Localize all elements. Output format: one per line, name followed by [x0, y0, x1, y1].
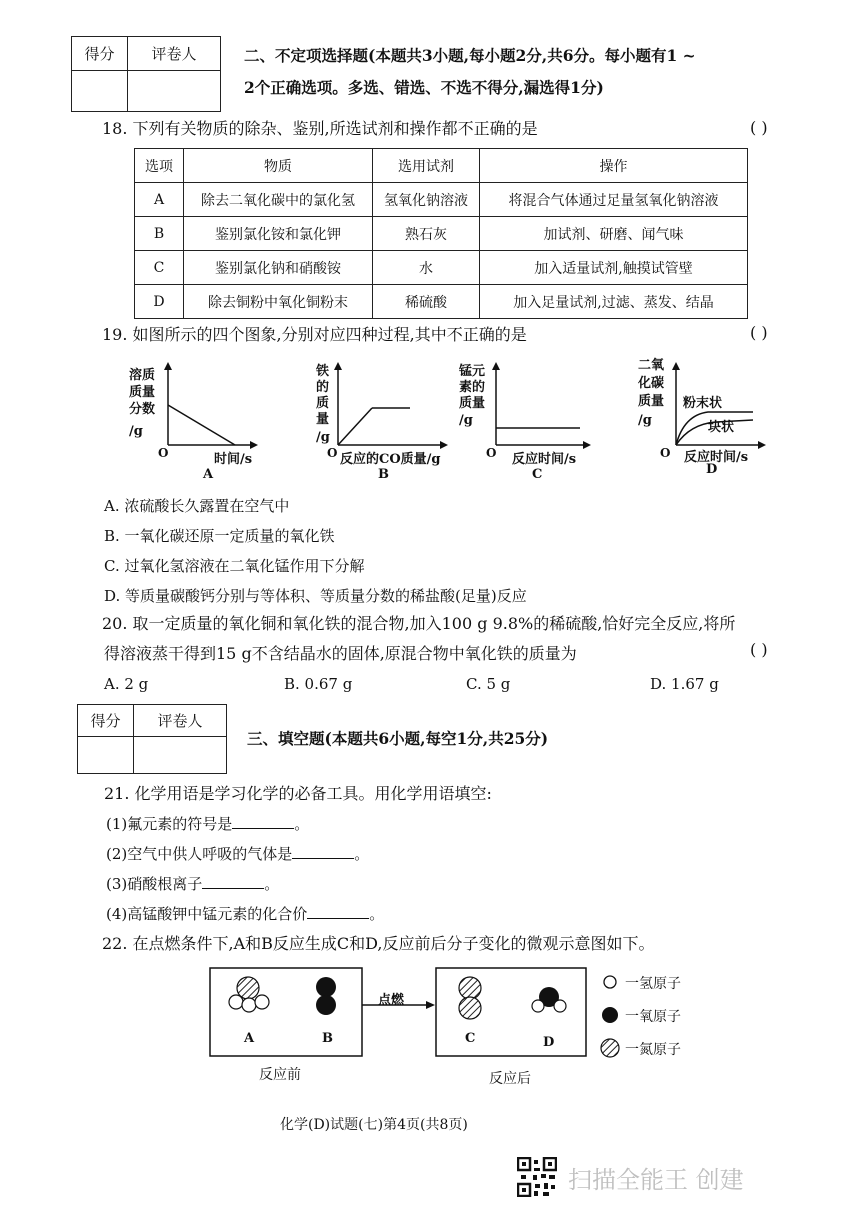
grader-label: 评卷人 [128, 37, 221, 71]
header-cell: 物质 [184, 149, 373, 183]
graph-d-ylabel-2: 化碳 [638, 376, 665, 391]
q21-item-2-text: (2)空气中供人呼吸的气体是 [106, 845, 293, 863]
graph-b-letter: B [378, 467, 389, 482]
graph-c-ylabel-4: /g [459, 413, 473, 428]
q20-option-d[interactable]: D. 1.67 g [650, 675, 719, 693]
graph-d-origin: O [660, 446, 671, 460]
graph-d-ylabel-3: 质量 [638, 394, 665, 409]
q20-option-c[interactable]: C. 5 g [466, 675, 511, 693]
header-cell: 操作 [480, 149, 748, 183]
graph-a-ylabel-1: 溶质 [129, 368, 156, 383]
table-cell: A [135, 183, 184, 217]
q22-label-d: D [543, 1035, 555, 1050]
section2-title-line1: 二、不定项选择题(本题共3小题,每小题2分,共6分。每小题有1 ~ [244, 46, 696, 65]
table-cell: 除去二氧化碳中的氯化氢 [184, 183, 373, 217]
graph-d-ylabel-4: /g [638, 413, 652, 428]
q19-option-d[interactable]: D. 等质量碳酸钙分别与等体积、等质量分数的稀盐酸(足量)反应 [104, 587, 527, 605]
score-box-2 [77, 704, 227, 774]
grader-cell[interactable] [134, 737, 227, 774]
graph-b-origin: O [327, 446, 338, 460]
graph-d-curve-powder: 粉末状 [683, 396, 723, 411]
graph-a-ylabel-4: /g [129, 424, 143, 439]
q21-item-4-text: (4)高锰酸钾中锰元素的化合价 [106, 905, 308, 923]
header-cell: 选项 [135, 149, 184, 183]
graph-a-xlabel: 时间/s [214, 452, 253, 467]
graph-c-letter: C [532, 467, 543, 482]
score-label: 得分 [78, 705, 134, 737]
table-cell: 加入足量试剂,过滤、蒸发、结晶 [480, 285, 748, 319]
legend-nitrogen: 一氮原子 [625, 1042, 681, 1058]
section2-title-line2: 2个正确选项。多选、错选、不选不得分,漏选得1分) [244, 78, 604, 97]
q21-blank-3[interactable] [202, 874, 264, 889]
q21-item-3-text: (3)硝酸根离子 [106, 875, 203, 893]
legend-hydrogen: 一氢原子 [625, 976, 681, 992]
table-cell: 鉴别氯化铵和氯化钾 [184, 217, 373, 251]
table-cell: 加试剂、研磨、闻气味 [480, 217, 748, 251]
graph-a-ylabel-3: 分数 [129, 402, 156, 417]
q19-option-b[interactable]: B. 一氧化碳还原一定质量的氧化铁 [104, 527, 335, 545]
watermark-text: 扫描全能王 创建 [568, 1166, 744, 1194]
q18-answer-paren[interactable]: ( ) [750, 118, 768, 137]
q21-item-2-end: 。 [354, 845, 370, 863]
q21-item-1 [106, 814, 309, 834]
score-cell[interactable] [72, 71, 128, 112]
graph-d-ylabel-1: 二氧 [638, 358, 665, 373]
score-label: 得分 [72, 37, 128, 71]
header-cell: 选用试剂 [373, 149, 480, 183]
graph-b-ylabel-5: /g [316, 430, 330, 445]
q22-label-b: B [322, 1031, 333, 1046]
page-footer: 化学(D)试题(七)第4页(共8页) [280, 1117, 468, 1133]
q19-option-a[interactable]: A. 浓硫酸长久露置在空气中 [104, 497, 290, 515]
q20-answer-paren[interactable]: ( ) [750, 640, 768, 659]
graph-c-ylabel-1: 锰元 [459, 364, 486, 379]
graph-a-ylabel-2: 质量 [129, 385, 156, 400]
q22-label-c: C [465, 1031, 476, 1046]
q22-label-a: A [244, 1031, 255, 1046]
table-cell: C [135, 251, 184, 285]
table-cell: 除去铜粉中氧化铜粉末 [184, 285, 373, 319]
grader-label: 评卷人 [134, 705, 227, 737]
q21-item-2 [106, 844, 369, 864]
q22-arrow-label: 点燃 [378, 993, 405, 1008]
q19-answer-paren[interactable]: ( ) [750, 323, 768, 342]
q21-blank-1[interactable] [232, 814, 294, 829]
table-cell: 水 [373, 251, 480, 285]
q21-item-4-end: 。 [369, 905, 385, 923]
table-cell: 稀硫酸 [373, 285, 480, 319]
q22-before-label: 反应前 [259, 1067, 301, 1083]
graph-c-ylabel-2: 素的 [459, 380, 486, 395]
table-cell: 将混合气体通过足量氢氧化钠溶液 [480, 183, 748, 217]
graph-b-ylabel-4: 量 [316, 412, 330, 427]
score-cell[interactable] [78, 737, 134, 774]
table-cell: B [135, 217, 184, 251]
q20-line2: 得溶液蒸干得到15 g不含结晶水的固体,原混合物中氧化铁的质量为 [104, 644, 577, 663]
section3-title: 三、填空题(本题共6小题,每空1分,共25分) [247, 729, 549, 748]
graph-b-ylabel-3: 质 [316, 396, 330, 411]
q21-item-3 [106, 874, 279, 894]
graph-d-curve-block: 块状 [708, 420, 735, 435]
q21-blank-2[interactable] [292, 844, 354, 859]
graph-c-origin: O [486, 446, 497, 460]
q21-blank-4[interactable] [307, 904, 369, 919]
table-cell: D [135, 285, 184, 319]
score-box-1 [71, 36, 221, 112]
table-cell: 加入适量试剂,触摸试管壁 [480, 251, 748, 285]
q18-table [134, 148, 748, 319]
q20-option-b[interactable]: B. 0.67 g [284, 675, 353, 693]
q21-item-4 [106, 904, 384, 924]
table-row [135, 251, 748, 285]
q19-option-c[interactable]: C. 过氧化氢溶液在二氧化锰作用下分解 [104, 557, 365, 575]
legend-oxygen: 一氧原子 [625, 1009, 681, 1025]
q22-stem: 22. 在点燃条件下,A和B反应生成C和D,反应前后分子变化的微观示意图如下。 [102, 934, 655, 953]
graph-b-plot [330, 360, 450, 450]
table-cell: 熟石灰 [373, 217, 480, 251]
table-header-row [135, 149, 748, 183]
graph-d-xlabel: 反应时间/s [684, 450, 749, 465]
graph-c-xlabel: 反应时间/s [512, 452, 577, 467]
q20-line1: 20. 取一定质量的氧化铜和氧化铁的混合物,加入100 g 9.8%的稀硫酸,恰好完全反应,将所 [102, 614, 736, 633]
graph-b-ylabel-1: 铁 [316, 364, 330, 379]
graph-b-xlabel: 反应的CO质量/g [340, 452, 441, 467]
graph-d-letter: D [706, 462, 718, 477]
table-row [135, 285, 748, 319]
q21-stem: 21. 化学用语是学习化学的必备工具。用化学用语填空: [104, 784, 492, 803]
q21-item-3-end: 。 [264, 875, 280, 893]
q20-option-a[interactable]: A. 2 g [104, 675, 149, 693]
table-row [135, 183, 748, 217]
q21-item-1-text: (1)氟元素的符号是 [106, 815, 233, 833]
grader-cell[interactable] [128, 71, 221, 112]
graph-a-origin: O [158, 446, 169, 460]
qr-code-icon [517, 1157, 557, 1197]
graph-c-plot [488, 360, 598, 450]
table-cell: 氢氧化钠溶液 [373, 183, 480, 217]
graph-a-letter: A [203, 467, 214, 482]
q19-stem: 19. 如图所示的四个图象,分别对应四种过程,其中不正确的是 [102, 325, 527, 344]
q18-stem: 18. 下列有关物质的除杂、鉴别,所选试剂和操作都不正确的是 [102, 119, 538, 138]
table-cell: 鉴别氯化钠和硝酸铵 [184, 251, 373, 285]
graph-a-plot [160, 360, 260, 450]
graph-c-ylabel-3: 质量 [459, 396, 486, 411]
graph-b-ylabel-2: 的 [316, 380, 330, 395]
q21-item-1-end: 。 [294, 815, 310, 833]
table-row [135, 217, 748, 251]
q22-after-label: 反应后 [489, 1071, 531, 1087]
